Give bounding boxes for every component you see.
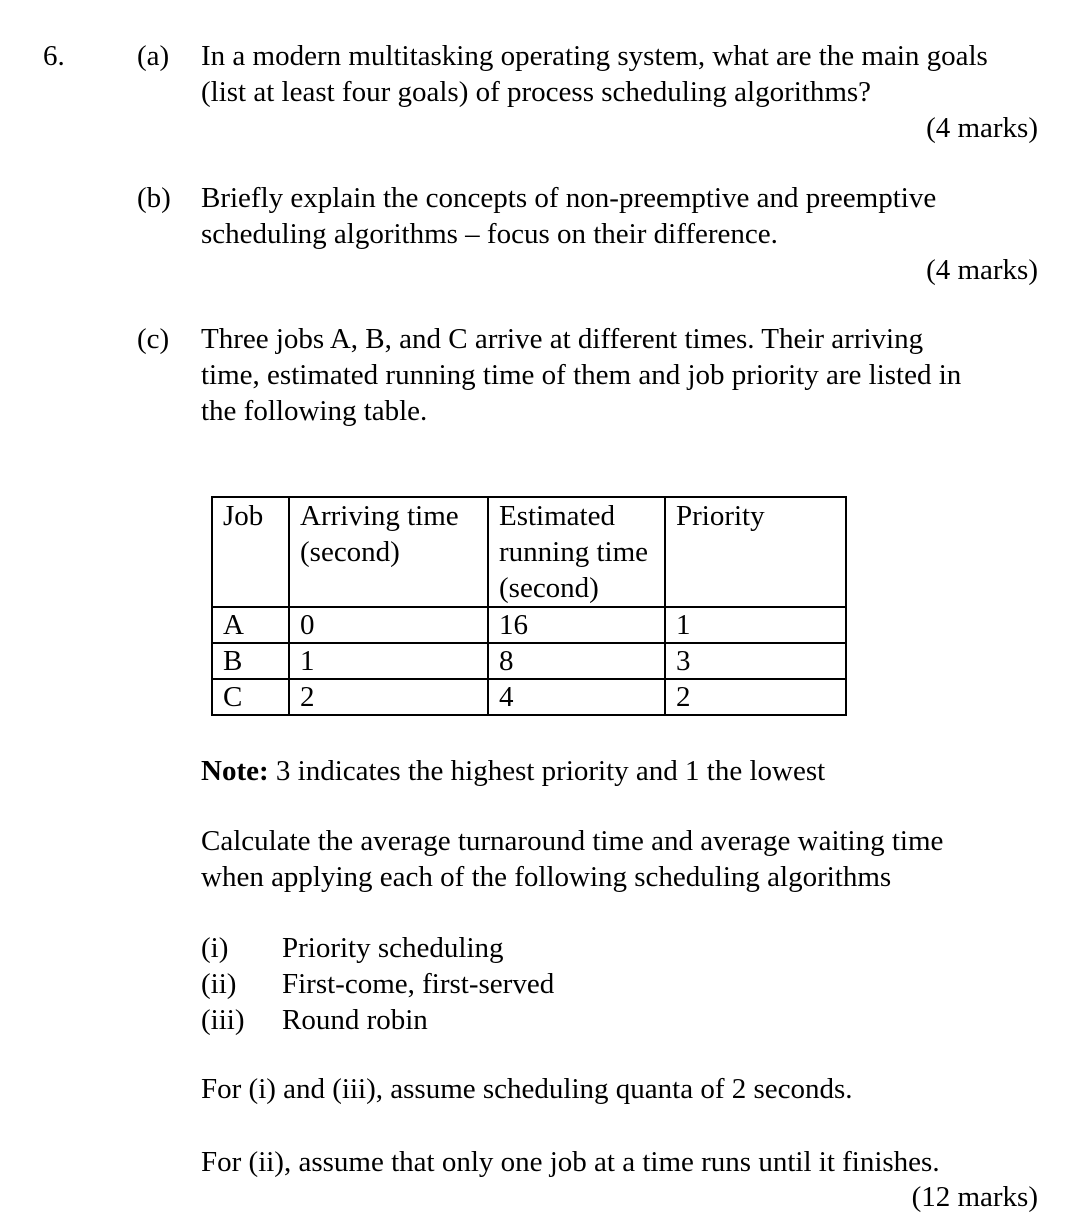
cell-job: A xyxy=(212,607,289,643)
calc-line-1: Calculate the average turnaround time and average waiting time xyxy=(201,825,944,857)
part-a-line-2: (list at least four goals) of process scheduling algorithms? xyxy=(201,76,872,108)
cell-running-time: 8 xyxy=(488,643,665,679)
cell-priority: 1 xyxy=(665,607,846,643)
header-estimated-running-time: Estimated running time (second) xyxy=(488,497,665,607)
part-b-line-2: scheduling algorithms – focus on their difference. xyxy=(201,218,778,250)
part-c-line-2: time, estimated running time of them and job priority are listed in xyxy=(201,359,962,391)
cell-job: B xyxy=(212,643,289,679)
final-marks: (12 marks) xyxy=(911,1181,1038,1213)
part-a-line-1: In a modern multitasking operating system, what are the main goals xyxy=(201,40,988,72)
part-c-line-3: the following table. xyxy=(201,395,428,427)
header-priority: Priority xyxy=(665,497,846,607)
note-label: Note: xyxy=(201,755,269,787)
cell-job: C xyxy=(212,679,289,715)
table-header-row xyxy=(212,497,846,607)
note xyxy=(201,753,825,789)
header-job: Job xyxy=(212,497,289,607)
jobs-table xyxy=(211,496,847,716)
cell-running-time: 16 xyxy=(488,607,665,643)
table-row xyxy=(212,607,846,643)
part-a-label: (a) xyxy=(137,40,170,72)
table-row xyxy=(212,643,846,679)
list-item-text: First-come, first-served xyxy=(282,968,555,1000)
note-text: 3 indicates the highest priority and 1 the lowest xyxy=(268,755,826,787)
list-item-text: Priority scheduling xyxy=(282,932,504,964)
question-number: 6. xyxy=(43,40,65,72)
part-a-marks: (4 marks) xyxy=(926,112,1038,144)
cell-priority: 2 xyxy=(665,679,846,715)
part-b-line-1: Briefly explain the concepts of non-preemptive and preemptive xyxy=(201,182,937,214)
calc-line-2: when applying each of the following scheduling algorithms xyxy=(201,861,892,893)
cell-running-time: 4 xyxy=(488,679,665,715)
list-item-number: (ii) xyxy=(201,968,237,1000)
cell-arriving-time: 1 xyxy=(289,643,488,679)
table-row xyxy=(212,679,846,715)
assumption-1: For (i) and (iii), assume scheduling quanta of 2 seconds. xyxy=(201,1073,853,1105)
cell-arriving-time: 0 xyxy=(289,607,488,643)
cell-arriving-time: 2 xyxy=(289,679,488,715)
part-b-marks: (4 marks) xyxy=(926,254,1038,286)
assumption-2: For (ii), assume that only one job at a time runs until it finishes. xyxy=(201,1146,940,1178)
part-c-label: (c) xyxy=(137,323,170,355)
part-c-line-1: Three jobs A, B, and C arrive at different times. Their arriving xyxy=(201,323,924,355)
list-item-number: (i) xyxy=(201,932,229,964)
header-arriving-time: Arriving time (second) xyxy=(289,497,488,607)
list-item-number: (iii) xyxy=(201,1004,245,1036)
list-item-text: Round robin xyxy=(282,1004,428,1036)
part-b-label: (b) xyxy=(137,182,171,214)
cell-priority: 3 xyxy=(665,643,846,679)
